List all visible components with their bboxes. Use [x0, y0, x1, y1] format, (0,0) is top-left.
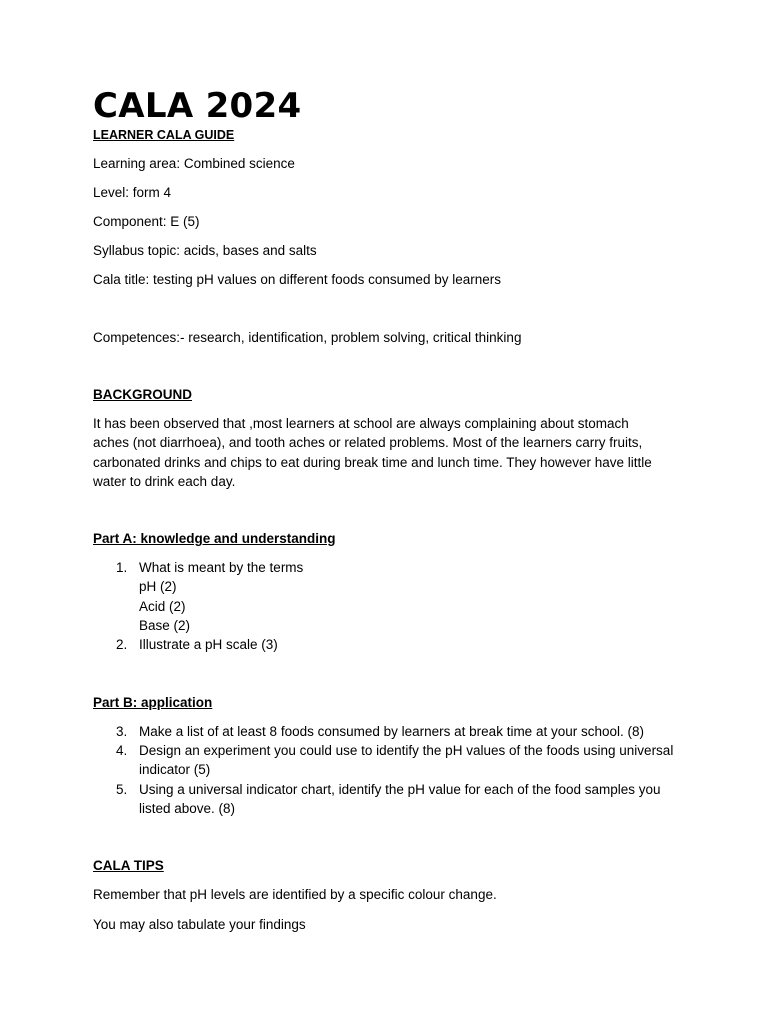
item-text: Make a list of at least 8 foods consumed by learners at break time at your school. (8) [139, 723, 644, 739]
part-a-list [93, 558, 693, 654]
background-heading: BACKGROUND [93, 387, 192, 402]
document-title: CALA 2024 [93, 86, 302, 126]
item-number: 5. [116, 781, 128, 797]
list-item [93, 741, 679, 780]
list-item [93, 558, 679, 577]
background-paragraph: It has been observed that ,most learners at school are always complaining about stomach aches (not diarrhoea), and tooth aches or related problems. Most of the learners carry fruits, carbonated drinks and chips to eat during break time and lunch time. They however have little water to drink each day. [93, 416, 652, 489]
item-number: 1. [116, 560, 128, 576]
item-number: 3. [116, 723, 128, 739]
sub-item-ph: pH (2) [139, 579, 177, 595]
list-item [93, 635, 679, 654]
cala-title-line: Cala title: testing pH values on different foods consumed by learners [93, 272, 501, 287]
item-text: Design an experiment you could use to identify the pH values of the foods using universal indicator (5) [139, 742, 674, 778]
sub-item-base: Base (2) [139, 618, 191, 634]
document-subtitle: LEARNER CALA GUIDE [93, 128, 235, 142]
cala-tips-heading: CALA TIPS [93, 858, 164, 874]
item-text: What is meant by the terms [139, 560, 304, 576]
level-line: Level: form 4 [93, 185, 172, 200]
tip-line: Remember that pH levels are identified by a specific colour change. [93, 887, 497, 903]
sub-item-acid: Acid (2) [139, 598, 186, 614]
learning-area-line: Learning area: Combined science [93, 156, 295, 171]
part-a-heading: Part A: knowledge and understanding [93, 531, 336, 547]
item-text: Using a universal indicator chart, identify the pH value for each of the food samples you listed above. (8) [139, 781, 661, 816]
part-b-heading: Part B: application [93, 694, 213, 710]
document-page [93, 86, 693, 934]
part-b-list [93, 722, 693, 818]
item-number: 2. [116, 637, 128, 653]
syllabus-topic-line: Syllabus topic: acids, bases and salts [93, 243, 317, 258]
list-item [93, 780, 679, 819]
list-item [93, 722, 679, 741]
item-number: 4. [116, 742, 128, 758]
component-line: Component: E (5) [93, 214, 200, 229]
competences-line: Competences:- research, identification, problem solving, critical thinking [93, 330, 522, 345]
item-text: Illustrate a pH scale (3) [139, 637, 278, 653]
tip-line: You may also tabulate your findings [93, 917, 306, 933]
